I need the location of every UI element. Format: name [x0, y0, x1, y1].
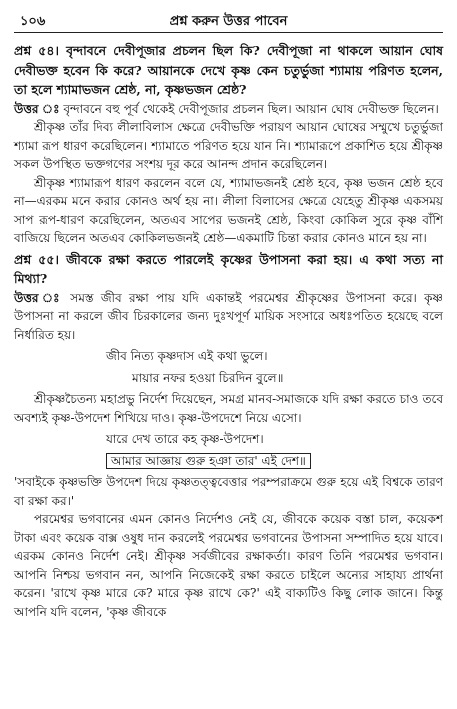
answer-55-p3: 'সবাইকে কৃষ্ণভক্তি উপদেশ দিয়ে কৃষ্ণতত্ত্ববেত্তার পরম্পরাক্রমে গুরু হয়ে এই বিশ্বকে তারণ বা রক্ষা কর।' [14, 475, 443, 508]
page-header [14, 8, 443, 30]
answer-54-p2: শ্রীকৃষ্ণ তাঁর দিব্য লীলাবিলাস ক্ষেত্রে দেবীভক্তি পরায়ণ আয়ান ঘোষের সম্মুখে চতুর্ভুজা শ্যামা রূপ ধারণ করেছিলেন। শ্যামাতে পরিণত হয়ে যান নি। শ্যামারূপে প্রকাশিত হয়ে শ্রীকৃষ্ণ সকল উপস্থিত ভক্তগণের সংশয় দূর করে আনন্দ প্রদান করেছিলেন। [14, 120, 443, 171]
answer-54-p3: শ্রীকৃষ্ণ শ্যামারূপ ধারণ করলেন বলে যে, শ্যামাভজনই শ্রেষ্ঠ হবে, কৃষ্ণ ভজন শ্রেষ্ঠ হবে না—এরকম মনে করার কোনও অর্থ হয় না। লীলা বিলাসের ক্ষেত্রে যেহেতু শ্রীকৃষ্ণ একসময় সাপ রূপ-ধারণ করেছিলেন, অতএব সাপের ভজনই শ্রেষ্ঠ, কিংবা কোকিল সুরে কৃষ্ণ বাঁশি বাজিয়ে ছিলেন অতএব কোকিলভজনই শ্রেষ্ঠ—একমাটি চিন্তা করার কোনও মানে হয় না। [14, 175, 443, 245]
answer-text: সমস্ত জীব রক্ষা পায় যদি একান্তই পরমেশ্বর শ্রীকৃষ্ণের উপাসনা করে। কৃষ্ণ উপাসনা না করলে জীব চিরকালের জন্য দুঃখপূর্ণ মায়িক সংসারে অধঃপতিত হয়েছে বলে নির্ধারিত হয়। [14, 290, 443, 342]
answer-label: উত্তর ঃ [14, 101, 60, 116]
page-content [14, 41, 443, 621]
question-54: প্রশ্ন ৫৪। বৃন্দাবনে দেবীপূজার প্রচলন ছিল কি? দেবীপূজা না থাকলে আয়ান ঘোষ দেবীভক্ত হবেন কি করে? আয়ানকে দেখে কৃষ্ণ কেন চতুর্ভুজা শ্যামায় পরিণত হলেন, তা হলে শ্যামাভজন শ্রেষ্ঠ, না, কৃষ্ণভজন শ্রেষ্ঠ? [14, 43, 443, 97]
verse-1-line-2: মায়ার নফর হওয়া চিরদিন বুলে॥ [132, 371, 284, 385]
answer-text: বৃন্দাবনে বহু পূর্ব থেকেই দেবীপূজার প্রচলন ছিল। আয়ান ঘোষ দেবীভক্ত ছিলেন। [63, 101, 439, 116]
answer-label: উত্তর ঃ [14, 290, 63, 305]
answer-55-p4: পরমেশ্বর ভগবানের এমন কোনও নির্দেশও নেই যে, জীবকে কয়েক বস্তা চাল, কয়েকশ টাকা এবং কয়েক বাক্স ওষুধ দান করলেই পরমেশ্বর ভগবানের উপাসনা সম্পাদিত হয়ে যাবে। এরকম কোনও নির্দেশ নেই। শ্রীকৃষ্ণ সর্বজীবের রক্ষাকর্তা। কারণ তিনি পরমেশ্বর ভগবান। আপনি নিশ্চয় ভগবান নন, আপনি নিজেকেই রক্ষা করতে চাইলে অন্যের সাহায্য প্রার্থনা করেন। 'রাখে কৃষ্ণ মারে কে? মারে কৃষ্ণ রাখে কে?' এই বাক্যটিও কিছু লোক জানে। কিন্তু আপনি যদি বলেন, 'কৃষ্ণ জীবকে [14, 512, 443, 619]
running-title: প্রশ্ন করুন উত্তর পাবেন [169, 14, 288, 29]
page-number: ১০৬ [20, 14, 46, 29]
highlighted-verse: আমার আজ্ঞায় গুরু হঞা তার' এই দেশ॥ [106, 453, 311, 469]
answer-55-p2: শ্রীকৃষ্ণচৈতন্য মহাপ্রভু নির্দেশ দিয়েছেন, সমগ্র মানব-সমাজকে যদি রক্ষা করতে চাও তবে অবশ্যই কৃষ্ণ-উপদেশ শিখিয়ে দাও। কৃষ্ণ-উপদেশে নিয়ে এসো। [14, 392, 443, 425]
answer-55-p1 [14, 289, 443, 345]
question-55: প্রশ্ন ৫৫। জীবকে রক্ষা করতে পারলেই কৃষ্ণের উপাসনা করা হয়। এ কথা সত্য না মিথ্যা? [14, 251, 443, 286]
verse-1-line-1: জীব নিত্য কৃষ্ণদাস এই কথা ভুলে। [106, 349, 268, 363]
verse-2-line-2 [14, 451, 443, 471]
verse-2-line-1: যারে দেখ তারে কহ কৃষ্ণ-উপদেশ। [106, 432, 264, 446]
answer-54-p1 [14, 100, 443, 119]
